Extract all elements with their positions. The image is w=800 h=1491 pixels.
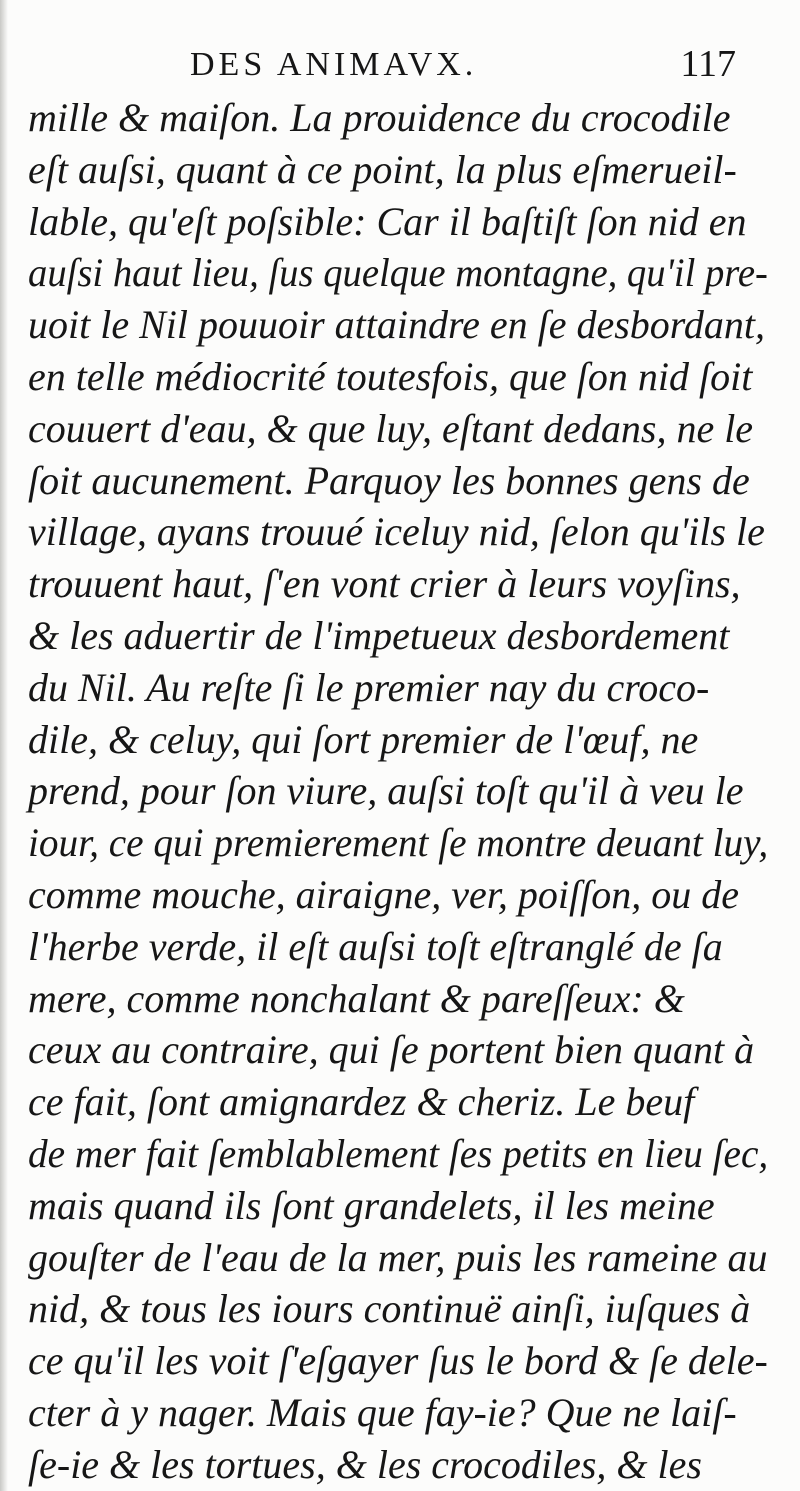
text-line: gouſter de l'eau de la mer, puis les rameine au <box>28 1234 768 1280</box>
text-line: couuert d'eau, & que luy, eſtant dedans, ne le <box>28 405 754 451</box>
text-line: ſoit aucunement. Parquoy les bonnes gens de <box>28 457 750 503</box>
text-line: de mer fait ſemblablement ſes petits en lieu ſec, <box>28 1130 769 1176</box>
text-line: uoit le Nil pouuoir attaindre en ſe desbordant, <box>28 302 765 348</box>
text-line: iour, ce qui premierement ſe montre deuant luy, <box>28 820 769 866</box>
text-line: mais quand ils ſont grandelets, il les meine <box>28 1182 715 1228</box>
text-line: ſe-ie & les tortues, & les crocodiles, & les <box>28 1441 702 1487</box>
text-line: & les aduertir de l'impetueux desbordement <box>28 612 730 658</box>
text-line: trouuent haut, ſ'en vont crier à leurs voyſins, <box>28 561 741 607</box>
text-line: mille & maiſon. La prouidence du crocodile <box>28 95 731 140</box>
text-line: prend, pour ſon viure, auſsi toſt qu'il à veu le <box>28 768 744 814</box>
text-line: cter à y nager. Mais que fay-ie? Que ne laiſ- <box>28 1389 737 1435</box>
text-line: dile, & celuy, qui ſort premier de l'œuf, ne <box>28 716 699 762</box>
text-line: village, ayans trouué iceluy nid, ſelon qu'ils le <box>28 509 765 555</box>
text-line: ce fait, ſont amignardez & cheriz. Le beuf <box>28 1079 695 1125</box>
page-header <box>0 38 800 88</box>
text-line: ce qu'il les voit ſ'eſgayer ſus le bord & ſe dele- <box>28 1338 768 1384</box>
text-line: en telle médiocrité toutesfois, que ſon nid ſoit <box>28 353 753 399</box>
text-line: l'herbe verde, il eſt auſsi toſt eſtranglé de ſa <box>28 923 723 969</box>
text-line: comme mouche, airaigne, ver, poiſſon, ou de <box>28 871 739 917</box>
text-line: nid, & tous les iours continuë ainſi, iuſques à <box>28 1286 751 1332</box>
body-text <box>28 92 768 1491</box>
text-line: lable, qu'eſt poſsible: Car il baſtiſt ſon nid en <box>28 198 747 244</box>
gutter-shadow <box>0 0 8 1491</box>
text-line: ceux au contraire, qui ſe portent bien quant à <box>28 1027 755 1073</box>
text-line: eſt auſsi, quant à ce point, la plus eſmerueil- <box>28 146 737 192</box>
text-line: auſsi haut lieu, ſus quelque montagne, qu'il pre- <box>28 250 768 296</box>
text-line: du Nil. Au reſte ſi le premier nay du croco- <box>28 664 710 710</box>
running-head: DES ANIMAVX. <box>190 46 478 83</box>
text-line: mere, comme nonchalant & pareſſeux: & <box>28 975 685 1021</box>
page-number: 117 <box>680 43 736 85</box>
